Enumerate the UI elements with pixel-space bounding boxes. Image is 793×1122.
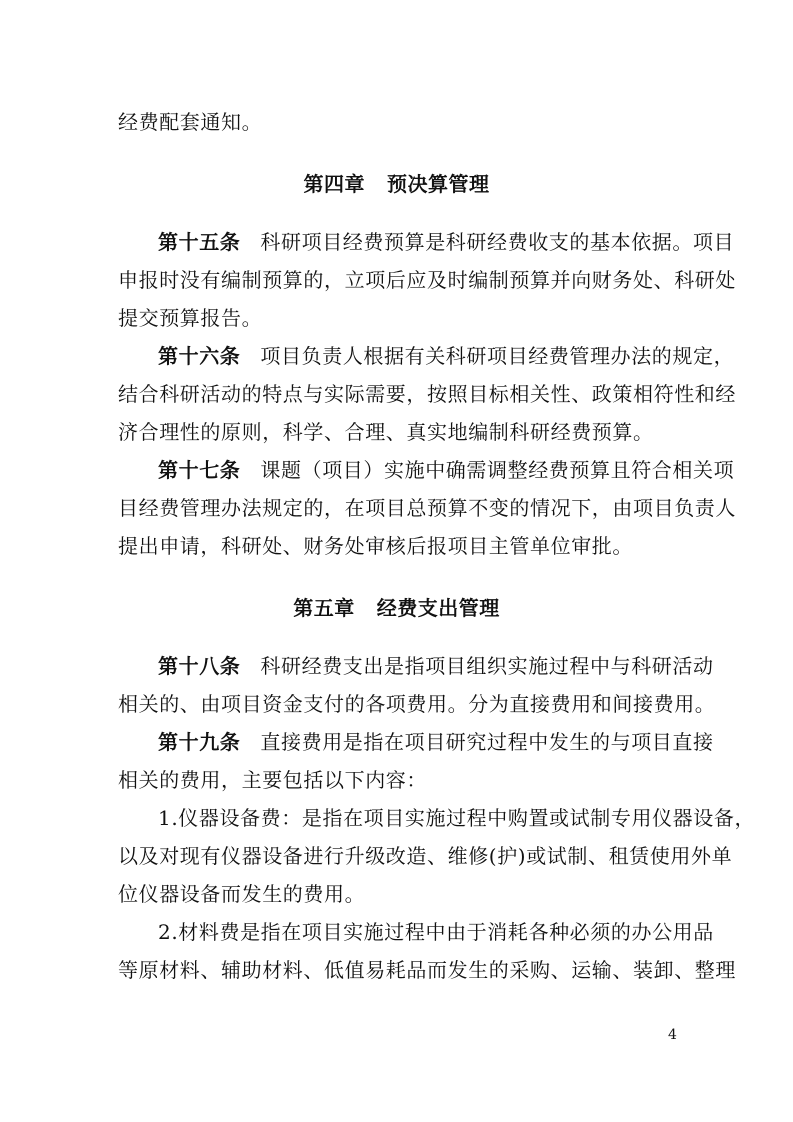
article-label: 第十八条 [158, 654, 241, 678]
article-first-line [158, 728, 714, 756]
paragraph-line: 经费配套通知。 [118, 110, 263, 134]
paragraph-line: 提出申请，科研处、财务处审核后报项目主管单位审批。 [118, 534, 633, 558]
article-label: 第十六条 [158, 344, 241, 368]
article-text: 科研经费支出是指项目组织实施过程中与科研活动 [260, 654, 714, 678]
chapter-heading [0, 170, 793, 198]
chapter-number: 第五章 [293, 596, 355, 620]
article-first-line [158, 456, 735, 484]
paragraph-line: 申报时没有编制预算的，立项后应及时编制预算并向财务处、科研处 [118, 268, 736, 292]
article-text: 项目负责人根据有关科研项目经费管理办法的规定， [260, 344, 735, 368]
paragraph-line: 位仪器设备而发生的费用。 [118, 882, 366, 906]
article-text: 科研项目经费预算是科研经费收支的基本依据。项目 [260, 230, 735, 254]
paragraph-line: 相关的费用，主要包括以下内容： [118, 768, 427, 792]
list-item-first-line: 1.仪器设备费：是指在项目实施过程中购置或试制专用仪器设备， [158, 806, 756, 830]
chapter-title: 预决算管理 [387, 172, 490, 196]
article-text: 直接费用是指在项目研究过程中发生的与项目直接 [260, 730, 714, 754]
paragraph-line: 目经费管理办法规定的，在项目总预算不变的情况下，由项目负责人 [118, 496, 736, 520]
chapter-heading [0, 594, 793, 622]
article-label: 第十七条 [158, 458, 241, 482]
article-first-line [158, 342, 735, 370]
paragraph-line: 提交预算报告。 [118, 306, 263, 330]
article-text: 课题（项目）实施中确需调整经费预算且符合相关项 [260, 458, 735, 482]
article-first-line [158, 652, 714, 680]
article-label: 第十五条 [158, 230, 241, 254]
list-item-first-line: 2.材料费是指在项目实施过程中由于消耗各种必须的办公用品 [158, 920, 714, 944]
page-number: 4 [668, 1027, 677, 1043]
paragraph-line: 结合科研活动的特点与实际需要，按照目标相关性、政策相符性和经 [118, 382, 736, 406]
chapter-title: 经费支出管理 [376, 596, 500, 620]
paragraph-line: 济合理性的原则，科学、合理、真实地编制科研经费预算。 [118, 420, 654, 444]
chapter-number: 第四章 [303, 172, 365, 196]
paragraph-line: 以及对现有仪器设备进行升级改造、维修(护)或试制、租赁使用外单 [118, 844, 733, 868]
paragraph-line: 等原材料、辅助材料、低值易耗品而发生的采购、运输、装卸、整理 [118, 958, 736, 982]
article-label: 第十九条 [158, 730, 241, 754]
paragraph-line: 相关的、由项目资金支付的各项费用。分为直接费用和间接费用。 [118, 692, 716, 716]
article-first-line [158, 228, 735, 256]
